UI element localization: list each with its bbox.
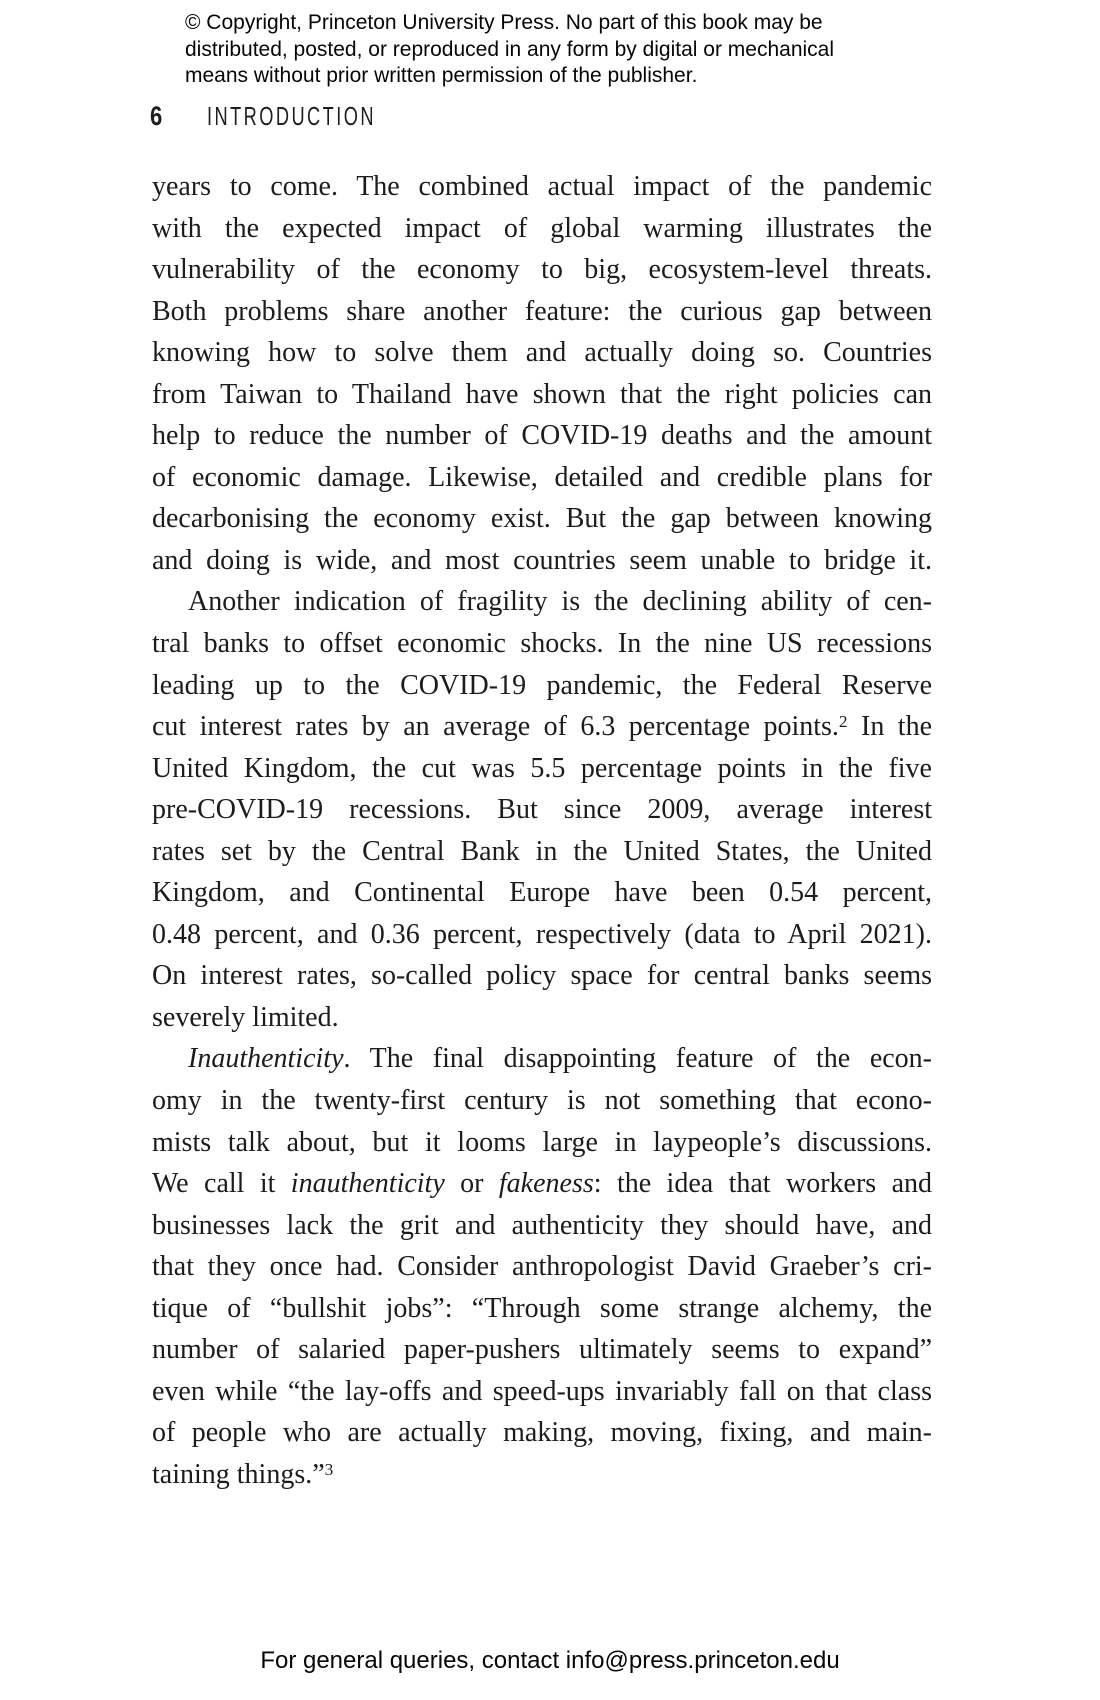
text-segment: 0.48 percent, and 0.36 percent, respectively (data to April 2021). [152,918,932,950]
text-segment: of people who are actually making, moving, fixing, and main- [152,1417,932,1449]
text-segment: help to reduce the number of COVID-19 deaths and the amount [152,420,932,452]
text-line [152,415,932,457]
text-segment: and doing is wide, and most countries seem unable to bridge it. [152,544,932,576]
text-line [152,914,932,956]
running-head [150,103,449,130]
text-line [152,208,932,250]
text-segment: Kingdom, and Continental Europe have been 0.54 percent, [152,877,932,909]
text-line [152,498,932,540]
text-segment: years to come. The combined actual impact of the pandemic [152,171,932,202]
text-line [152,1205,932,1247]
italic-text: Inauthenticity [188,1043,344,1075]
copyright-line: means without prior written permission of the publisher. [185,64,698,87]
text-line [152,1329,932,1371]
text-segment: businesses lack the grit and authenticity they should have, and [152,1209,932,1241]
text-segment: vulnerability of the economy to big, ecosystem-level threats. [152,254,932,286]
footer-contact-line: For general queries, contact info@press.princeton.edu [260,1647,840,1674]
text-segment: tral banks to offset economic shocks. In the nine US recessions [152,628,932,660]
text-segment: United Kingdom, the cut was 5.5 percentage points in the five [152,752,932,784]
text-line [152,457,932,499]
text-line [152,789,932,831]
page-number: 6 [150,101,163,131]
text-segment: even while “the lay-offs and speed-ups invariably fall on that class [152,1375,932,1407]
text-line [152,1038,932,1080]
text-line [152,1122,932,1164]
footnote-marker: 3 [324,1460,334,1480]
text-line [152,997,932,1039]
text-segment: On interest rates, so-called policy space for central banks seems [152,960,932,992]
text-segment: that they once had. Consider anthropologist David Graeber’s cri- [152,1251,932,1283]
text-segment: mists talk about, but it looms large in laypeople’s discussions. [152,1126,932,1158]
text-segment: number of salaried paper-pushers ultimately seems to expand” [152,1334,932,1366]
chapter-title: INTRODUCTION [207,101,377,131]
text-segment: from Taiwan to Thailand have shown that the right policies can [152,378,932,410]
text-line [152,249,932,291]
copyright-line: © Copyright, Princeton University Press. No part of this book may be [185,11,823,34]
text-line [152,166,932,208]
text-segment: leading up to the COVID-19 pandemic, the Federal Reserve [152,669,932,701]
text-line [152,332,932,374]
text-segment: Both problems share another feature: the curious gap between [152,295,932,327]
text-segment: : the idea that workers and [593,1168,932,1200]
text-segment: rates set by the Central Bank in the United States, the United [152,835,932,867]
text-line [152,872,932,914]
paragraph [152,1038,932,1495]
text-line [152,623,932,665]
body-text [152,166,932,1496]
text-line [152,374,932,416]
text-segment: knowing how to solve them and actually doing so. Countries [152,337,932,369]
italic-text: inauthenticity [290,1168,445,1200]
text-line [152,1371,932,1413]
text-line [152,1288,932,1330]
paragraph [152,166,932,581]
text-segment: severely limited. [152,1001,339,1033]
copyright-notice [185,10,834,90]
text-segment: with the expected impact of global warming illustrates the [152,212,932,244]
text-line [152,748,932,790]
copyright-line: distributed, posted, or reproduced in any form by digital or mechanical [185,37,835,61]
text-segment: We call it [152,1168,291,1200]
text-segment: or [444,1168,499,1200]
text-line [152,955,932,997]
text-segment: Another indication of fragility is the declining ability of cen- [188,586,932,618]
text-line [152,1412,932,1454]
italic-text: fakeness [498,1168,594,1200]
text-segment: omy in the twenty-first century is not something that econo- [152,1085,932,1117]
text-segment: . The final disappointing feature of the econ- [343,1043,932,1075]
text-line [152,1163,932,1205]
text-line [152,1454,932,1496]
text-line [152,291,932,333]
text-segment: decarbonising the economy exist. But the gap between knowing [152,503,932,535]
text-line [152,706,932,748]
footnote-marker: 2 [838,712,848,732]
text-segment: taining things.” [152,1458,325,1490]
text-line [152,581,932,623]
text-line [152,540,932,582]
text-line [152,1080,932,1122]
text-segment: tique of “bullshit jobs”: “Through some strange alchemy, the [152,1292,932,1324]
text-segment: pre-COVID-19 recessions. But since 2009, average interest [152,794,932,826]
paragraph [152,581,932,1038]
text-line [152,1246,932,1288]
text-segment: In the [847,711,932,743]
text-segment: of economic damage. Likewise, detailed and credible plans for [152,461,932,493]
text-line [152,831,932,873]
text-segment: cut interest rates by an average of 6.3 percentage points. [152,711,839,743]
text-line [152,665,932,707]
